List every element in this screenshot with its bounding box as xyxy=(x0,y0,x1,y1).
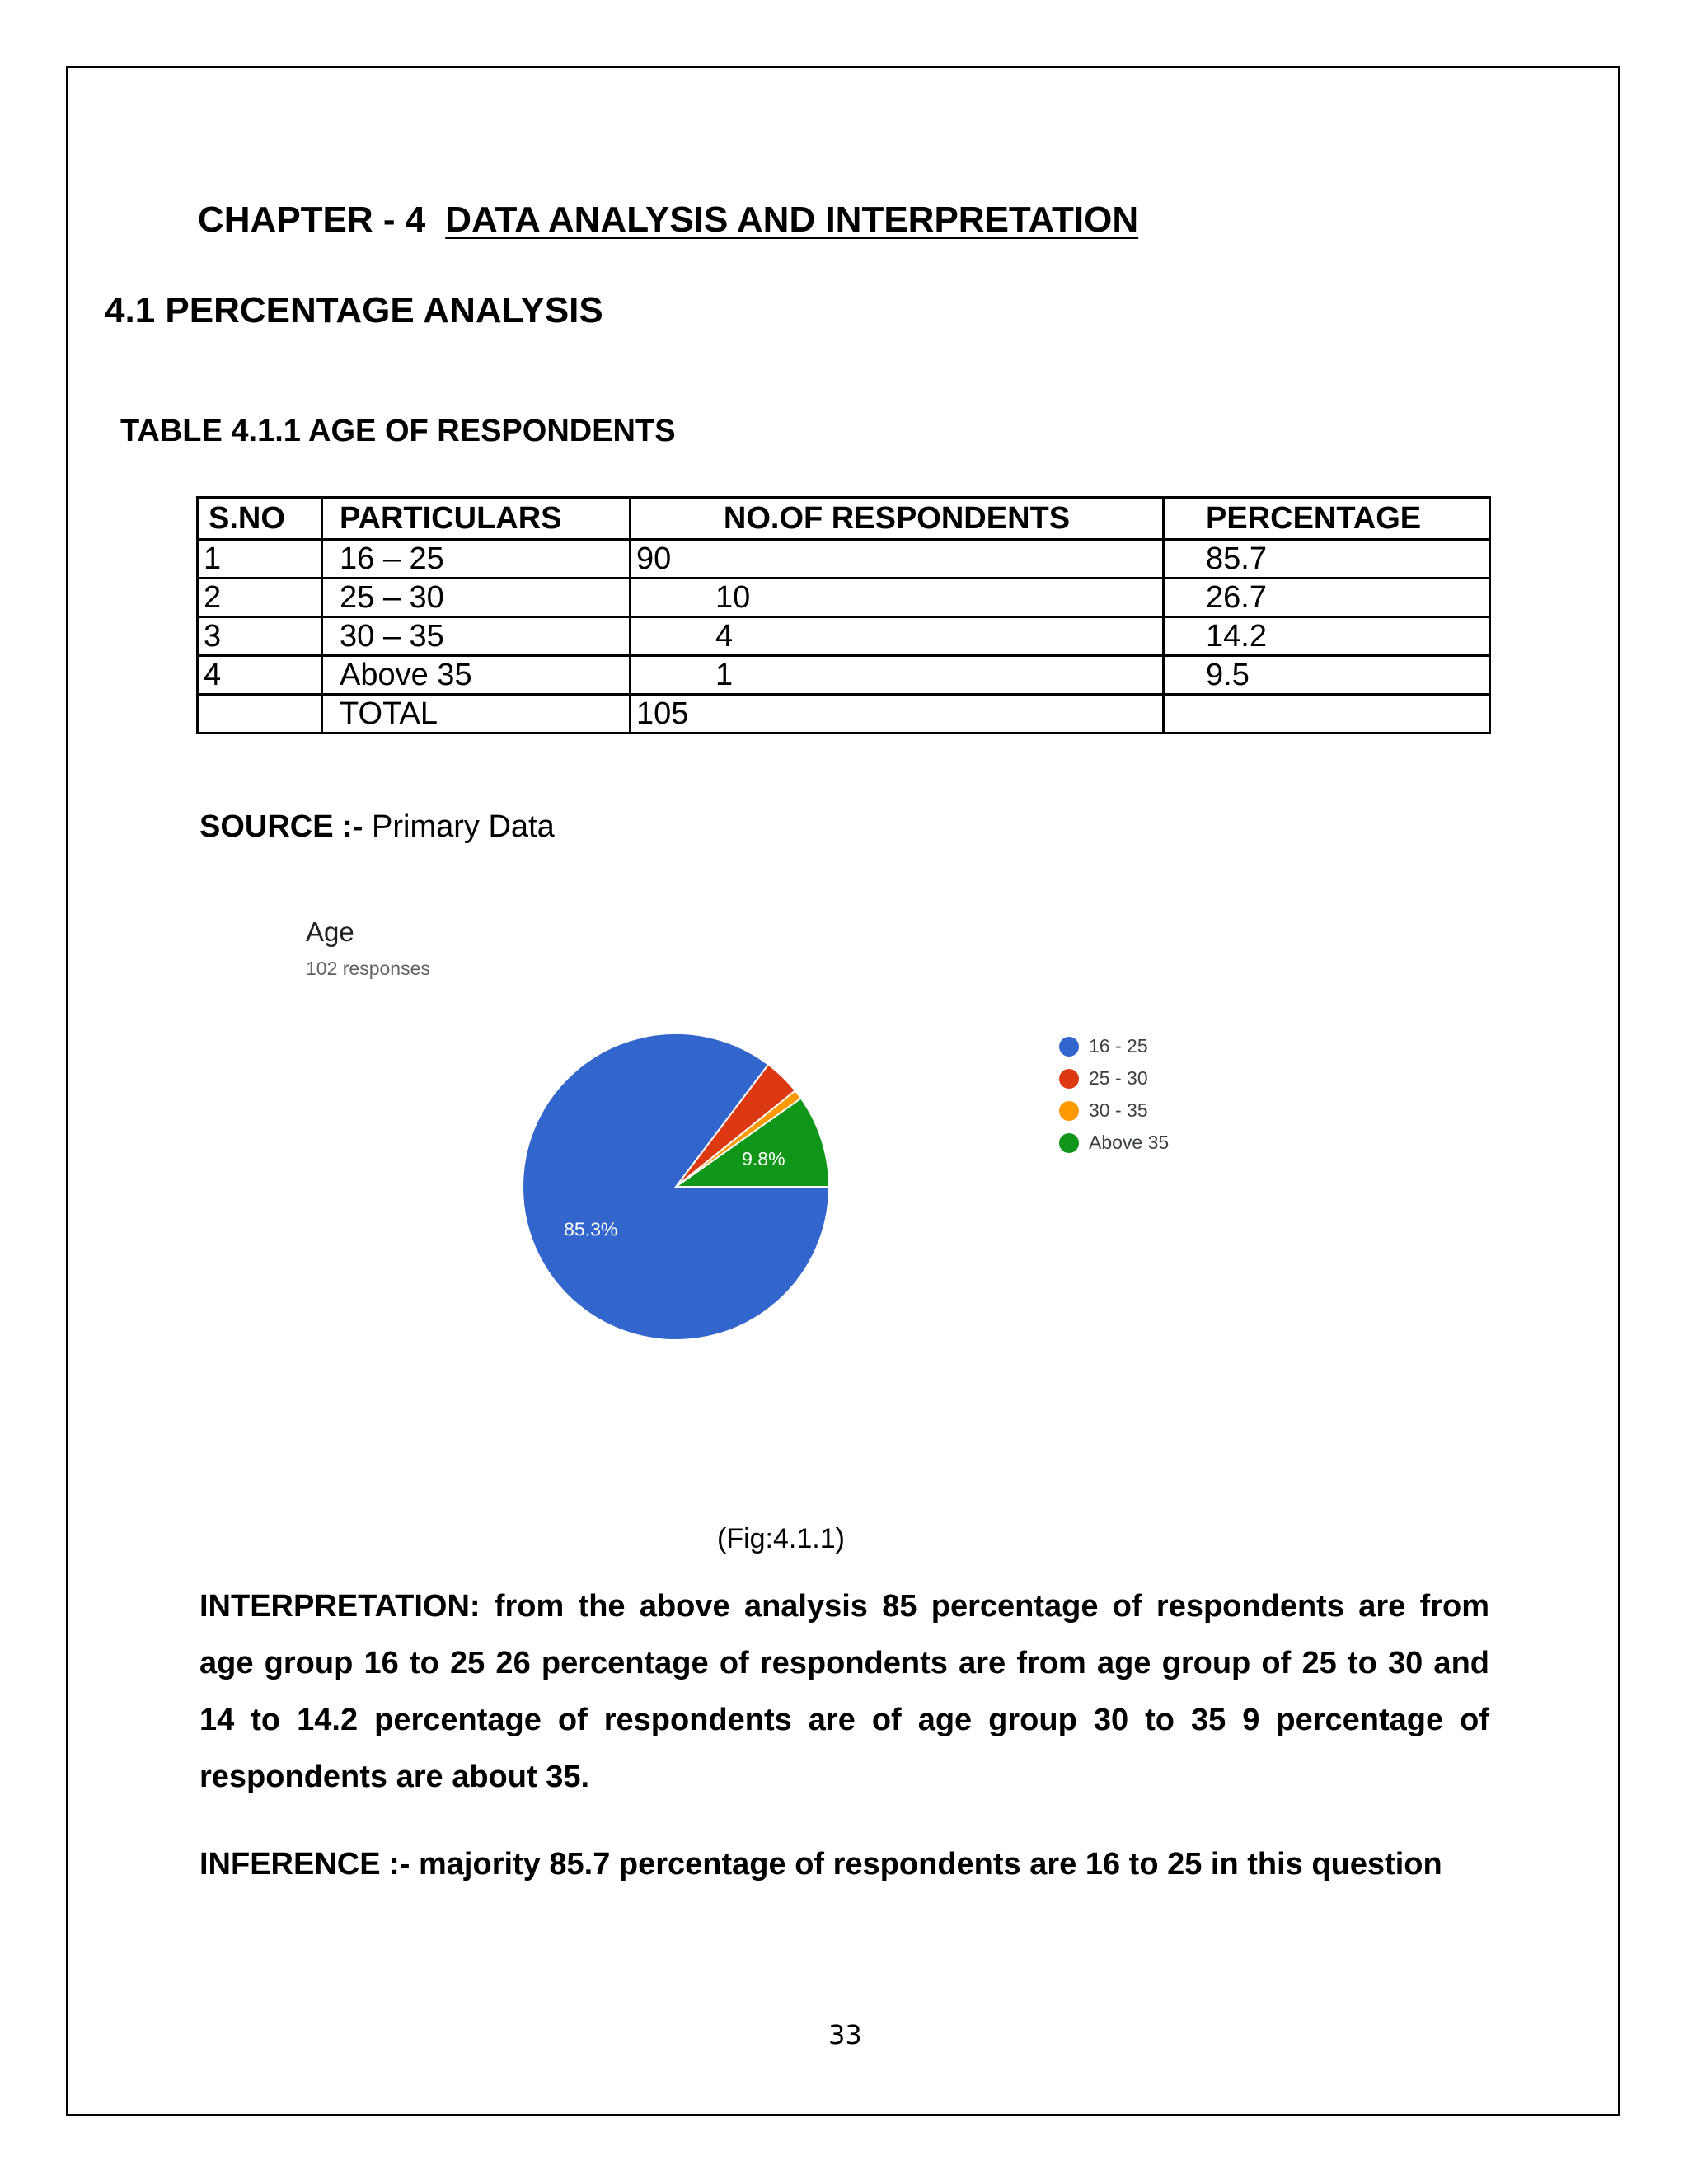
chapter-heading xyxy=(198,199,1138,241)
cell-particulars: 25 – 30 xyxy=(322,579,631,617)
cell-percentage: 85.7 xyxy=(1164,540,1490,579)
pie-data-label-above-35: 9.8% xyxy=(742,1148,785,1170)
inference-paragraph: INFERENCE :- majority 85.7 percentage of respondents are 16 to 25 in this question xyxy=(199,1847,1442,1882)
pie-data-label-16-25: 85.3% xyxy=(564,1218,618,1240)
cell-respondents: 4 xyxy=(631,617,1164,656)
age-pie-chart xyxy=(511,1022,841,1352)
chart-title: Age xyxy=(306,916,354,947)
legend-item-16-25 xyxy=(1059,1030,1169,1062)
chapter-label: CHAPTER - 4 xyxy=(198,199,426,240)
source-line xyxy=(199,809,555,845)
legend-swatch xyxy=(1059,1037,1079,1057)
table-row xyxy=(198,579,1490,617)
chart-legend xyxy=(1059,1030,1169,1159)
cell-respondents: 1 xyxy=(631,656,1164,695)
legend-label: Above 35 xyxy=(1089,1132,1170,1153)
cell-sno: 3 xyxy=(198,617,322,656)
page-border xyxy=(66,66,1620,2116)
table-row xyxy=(198,540,1490,579)
header-respondents: NO.OF RESPONDENTS xyxy=(631,498,1164,540)
legend-label: 16 - 25 xyxy=(1089,1035,1148,1057)
header-percentage: PERCENTAGE xyxy=(1164,498,1490,540)
cell-particulars: 30 – 35 xyxy=(322,617,631,656)
header-particulars: PARTICULARS xyxy=(322,498,631,540)
source-value: Primary Data xyxy=(372,809,555,844)
table-header-row xyxy=(198,498,1490,540)
legend-swatch xyxy=(1059,1069,1079,1089)
source-label: SOURCE :- xyxy=(199,809,363,844)
cell-sno: 4 xyxy=(198,656,322,695)
header-sno: S.NO xyxy=(198,498,322,540)
cell-sno: 1 xyxy=(198,540,322,579)
legend-label: 30 - 35 xyxy=(1089,1099,1148,1121)
table-title: TABLE 4.1.1 AGE OF RESPONDENTS xyxy=(120,414,676,448)
section-title: 4.1 PERCENTAGE ANALYSIS xyxy=(105,290,603,330)
cell-respondents: 10 xyxy=(631,579,1164,617)
cell-particulars: Above 35 xyxy=(322,656,631,695)
legend-label: 25 - 30 xyxy=(1089,1067,1148,1089)
cell-percentage xyxy=(1164,695,1490,733)
cell-percentage: 14.2 xyxy=(1164,617,1490,656)
interpretation-paragraph: INTERPRETATION: from the above analysis 85 percentage of respondents are from age group 16 to 25 26 percentage of respondents are from age group of 25 to 30 and 14 to 14.2 percentage of respondents are of age group 30 to 35 9 percentage of respondents are about 35. xyxy=(199,1589,1489,1794)
table-row xyxy=(198,617,1490,656)
table-row xyxy=(198,656,1490,695)
chart-subtitle: 102 responses xyxy=(306,958,430,979)
cell-percentage: 26.7 xyxy=(1164,579,1490,617)
legend-item-above-35 xyxy=(1059,1127,1169,1159)
legend-swatch xyxy=(1059,1101,1079,1121)
legend-item-25-30 xyxy=(1059,1062,1169,1094)
cell-particulars: 16 – 25 xyxy=(322,540,631,579)
cell-sno: 2 xyxy=(198,579,322,617)
age-table xyxy=(196,496,1491,734)
table-total-row xyxy=(198,695,1490,733)
page-number: 33 xyxy=(828,2019,862,2050)
legend-item-30-35 xyxy=(1059,1094,1169,1127)
cell-percentage: 9.5 xyxy=(1164,656,1490,695)
cell-total-respondents: 105 xyxy=(631,695,1164,733)
cell-total-label: TOTAL xyxy=(322,695,631,733)
figure-caption: (Fig:4.1.1) xyxy=(717,1523,845,1554)
legend-swatch xyxy=(1059,1133,1079,1153)
cell-respondents: 90 xyxy=(631,540,1164,579)
chapter-title: DATA ANALYSIS AND INTERPRETATION xyxy=(445,199,1139,240)
cell-sno xyxy=(198,695,322,733)
